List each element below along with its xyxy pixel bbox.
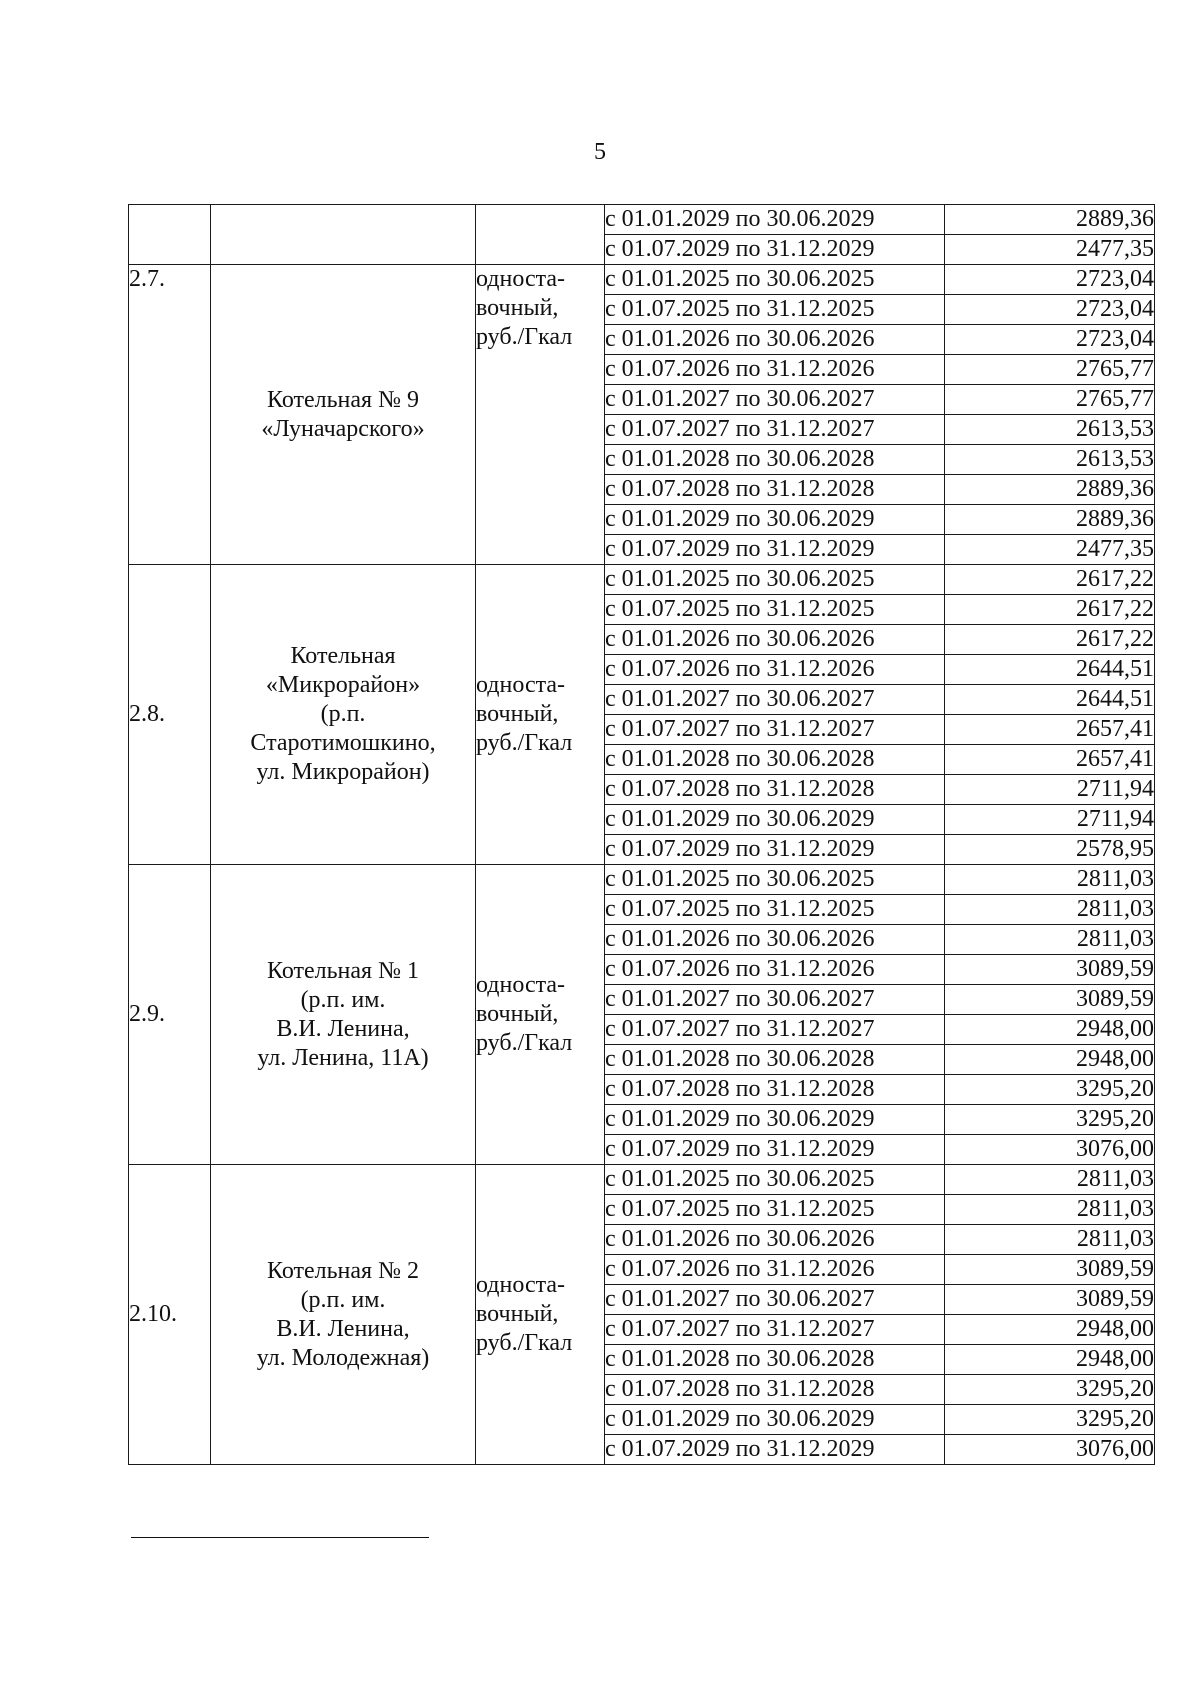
period-cell: с 01.01.2028 по 30.06.2028 <box>605 1045 945 1075</box>
period-cell: с 01.01.2025 по 30.06.2025 <box>605 865 945 895</box>
period-cell: с 01.01.2025 по 30.06.2025 <box>605 565 945 595</box>
boiler-name-line: «Луначарского» <box>261 415 425 442</box>
period-cell: с 01.01.2029 по 30.06.2029 <box>605 1405 945 1435</box>
value-cell: 3295,20 <box>945 1075 1155 1105</box>
period-cell: с 01.07.2028 по 31.12.2028 <box>605 775 945 805</box>
boiler-name-cell <box>211 1165 476 1465</box>
boiler-name-line: (р.п. <box>320 701 366 727</box>
table-row <box>129 865 1155 895</box>
value-cell: 3076,00 <box>945 1135 1155 1165</box>
tariff-unit-line: руб./Гкал <box>476 1030 573 1056</box>
boiler-name-cell <box>211 265 476 565</box>
period-cell: с 01.07.2029 по 31.12.2029 <box>605 535 945 565</box>
tariff-unit-line: односта- <box>476 672 566 698</box>
footnote-separator <box>131 1537 429 1538</box>
item-number-cell: 2.10. <box>129 1165 211 1465</box>
period-cell: с 01.01.2028 по 30.06.2028 <box>605 445 945 475</box>
boiler-name-line: ул. Молодежная) <box>256 1344 430 1371</box>
period-cell: с 01.07.2025 по 31.12.2025 <box>605 595 945 625</box>
value-cell: 2948,00 <box>945 1045 1155 1075</box>
boiler-name-line: Котельная № 2 <box>267 1257 419 1284</box>
value-cell: 2617,22 <box>945 595 1155 625</box>
period-cell: с 01.01.2027 по 30.06.2027 <box>605 385 945 415</box>
table-row <box>129 265 1155 295</box>
value-cell: 3295,20 <box>945 1105 1155 1135</box>
value-cell: 2657,41 <box>945 745 1155 775</box>
period-cell: с 01.07.2027 по 31.12.2027 <box>605 1315 945 1345</box>
boiler-name-line: Котельная № 1 <box>267 957 419 984</box>
item-number-cell: 2.8. <box>129 565 211 865</box>
tariff-unit-line: вочный, <box>476 1001 559 1027</box>
period-cell: с 01.07.2028 по 31.12.2028 <box>605 475 945 505</box>
continuation-number-cell <box>129 205 211 265</box>
tariff-unit-line: односта- <box>476 266 566 292</box>
value-cell: 2765,77 <box>945 385 1155 415</box>
value-cell: 2765,77 <box>945 355 1155 385</box>
value-cell: 2477,35 <box>945 235 1155 265</box>
value-cell: 2723,04 <box>945 295 1155 325</box>
boiler-name-line: «Микрорайон» <box>265 672 421 698</box>
period-cell: с 01.01.2026 по 30.06.2026 <box>605 625 945 655</box>
page-number: 5 <box>594 139 606 165</box>
period-cell: с 01.07.2026 по 31.12.2026 <box>605 355 945 385</box>
boiler-name-line: В.И. Ленина, <box>276 1315 410 1342</box>
period-cell: с 01.01.2028 по 30.06.2028 <box>605 1345 945 1375</box>
period-cell: с 01.01.2029 по 30.06.2029 <box>605 805 945 835</box>
item-number-cell: 2.9. <box>129 865 211 1165</box>
value-cell: 2711,94 <box>945 805 1155 835</box>
boiler-name-cell <box>211 565 476 865</box>
tariff-unit-line: односта- <box>476 972 566 998</box>
boiler-name-line: Старотимошкино, <box>250 730 436 756</box>
continuation-unit-cell <box>476 205 605 265</box>
period-cell: с 01.07.2025 по 31.12.2025 <box>605 295 945 325</box>
value-cell: 3295,20 <box>945 1405 1155 1435</box>
value-cell: 2811,03 <box>945 865 1155 895</box>
value-cell: 2948,00 <box>945 1015 1155 1045</box>
value-cell: 2613,53 <box>945 445 1155 475</box>
table-row <box>129 1165 1155 1195</box>
boiler-name-cell <box>211 865 476 1165</box>
period-cell: с 01.07.2029 по 31.12.2029 <box>605 235 945 265</box>
period-cell: с 01.01.2029 по 30.06.2029 <box>605 1105 945 1135</box>
value-cell: 2811,03 <box>945 1225 1155 1255</box>
tariff-unit-cell <box>476 865 605 1165</box>
value-cell: 2723,04 <box>945 265 1155 295</box>
value-cell: 2889,36 <box>945 505 1155 535</box>
period-cell: с 01.01.2027 по 30.06.2027 <box>605 985 945 1015</box>
boiler-name-line: ул. Ленина, 11А) <box>257 1044 429 1071</box>
value-cell: 2889,36 <box>945 475 1155 505</box>
value-cell: 2723,04 <box>945 325 1155 355</box>
tariff-unit-line: вочный, <box>476 701 559 727</box>
value-cell: 3089,59 <box>945 985 1155 1015</box>
tariff-unit-line: руб./Гкал <box>476 324 573 350</box>
value-cell: 2578,95 <box>945 835 1155 865</box>
tariff-unit-line: вочный, <box>476 1301 559 1327</box>
period-cell: с 01.01.2029 по 30.06.2029 <box>605 505 945 535</box>
boiler-name-line: В.И. Ленина, <box>276 1015 410 1042</box>
value-cell: 2657,41 <box>945 715 1155 745</box>
boiler-name-line: Котельная № 9 <box>267 386 419 413</box>
period-cell: с 01.07.2025 по 31.12.2025 <box>605 895 945 925</box>
value-cell: 2711,94 <box>945 775 1155 805</box>
period-cell: с 01.07.2025 по 31.12.2025 <box>605 1195 945 1225</box>
period-cell: с 01.07.2026 по 31.12.2026 <box>605 655 945 685</box>
period-cell: с 01.01.2027 по 30.06.2027 <box>605 685 945 715</box>
value-cell: 2644,51 <box>945 655 1155 685</box>
value-cell: 2617,22 <box>945 565 1155 595</box>
boiler-name-line: (р.п. им. <box>300 986 386 1013</box>
period-cell: с 01.07.2027 по 31.12.2027 <box>605 1015 945 1045</box>
value-cell: 2948,00 <box>945 1345 1155 1375</box>
tariff-unit-line: односта- <box>476 1272 566 1298</box>
value-cell: 2477,35 <box>945 535 1155 565</box>
value-cell: 2613,53 <box>945 415 1155 445</box>
value-cell: 3089,59 <box>945 1255 1155 1285</box>
period-cell: с 01.01.2026 по 30.06.2026 <box>605 1225 945 1255</box>
value-cell: 2811,03 <box>945 895 1155 925</box>
period-cell: с 01.01.2028 по 30.06.2028 <box>605 745 945 775</box>
tariff-unit-cell <box>476 265 605 565</box>
period-cell: с 01.07.2027 по 31.12.2027 <box>605 415 945 445</box>
boiler-name-line: Котельная <box>290 643 396 669</box>
tariff-table-body <box>129 205 1155 1465</box>
tariff-unit-line: вочный, <box>476 295 559 321</box>
table-row <box>129 565 1155 595</box>
value-cell: 2811,03 <box>945 1195 1155 1225</box>
value-cell: 2644,51 <box>945 685 1155 715</box>
tariff-unit-cell <box>476 565 605 865</box>
value-cell: 3076,00 <box>945 1435 1155 1465</box>
period-cell: с 01.07.2029 по 31.12.2029 <box>605 835 945 865</box>
period-cell: с 01.07.2026 по 31.12.2026 <box>605 1255 945 1285</box>
period-cell: с 01.01.2026 по 30.06.2026 <box>605 325 945 355</box>
value-cell: 2811,03 <box>945 1165 1155 1195</box>
value-cell: 3089,59 <box>945 955 1155 985</box>
period-cell: с 01.07.2028 по 31.12.2028 <box>605 1375 945 1405</box>
item-number-cell: 2.7. <box>129 265 211 565</box>
tariff-unit-cell <box>476 1165 605 1465</box>
table-row <box>129 205 1155 235</box>
period-cell: с 01.07.2027 по 31.12.2027 <box>605 715 945 745</box>
period-cell: с 01.01.2027 по 30.06.2027 <box>605 1285 945 1315</box>
value-cell: 2889,36 <box>945 205 1155 235</box>
value-cell: 2617,22 <box>945 625 1155 655</box>
period-cell: с 01.01.2026 по 30.06.2026 <box>605 925 945 955</box>
boiler-name-line: ул. Микрорайон) <box>256 759 430 785</box>
continuation-name-cell <box>211 205 476 265</box>
value-cell: 2811,03 <box>945 925 1155 955</box>
boiler-name-line: (р.п. им. <box>300 1286 386 1313</box>
tariff-table <box>128 204 1155 1465</box>
tariff-unit-line: руб./Гкал <box>476 730 573 756</box>
period-cell: с 01.01.2029 по 30.06.2029 <box>605 205 945 235</box>
period-cell: с 01.07.2029 по 31.12.2029 <box>605 1135 945 1165</box>
value-cell: 2948,00 <box>945 1315 1155 1345</box>
value-cell: 3089,59 <box>945 1285 1155 1315</box>
period-cell: с 01.01.2025 по 30.06.2025 <box>605 265 945 295</box>
value-cell: 3295,20 <box>945 1375 1155 1405</box>
period-cell: с 01.07.2029 по 31.12.2029 <box>605 1435 945 1465</box>
tariff-unit-line: руб./Гкал <box>476 1330 573 1356</box>
period-cell: с 01.07.2026 по 31.12.2026 <box>605 955 945 985</box>
period-cell: с 01.07.2028 по 31.12.2028 <box>605 1075 945 1105</box>
period-cell: с 01.01.2025 по 30.06.2025 <box>605 1165 945 1195</box>
